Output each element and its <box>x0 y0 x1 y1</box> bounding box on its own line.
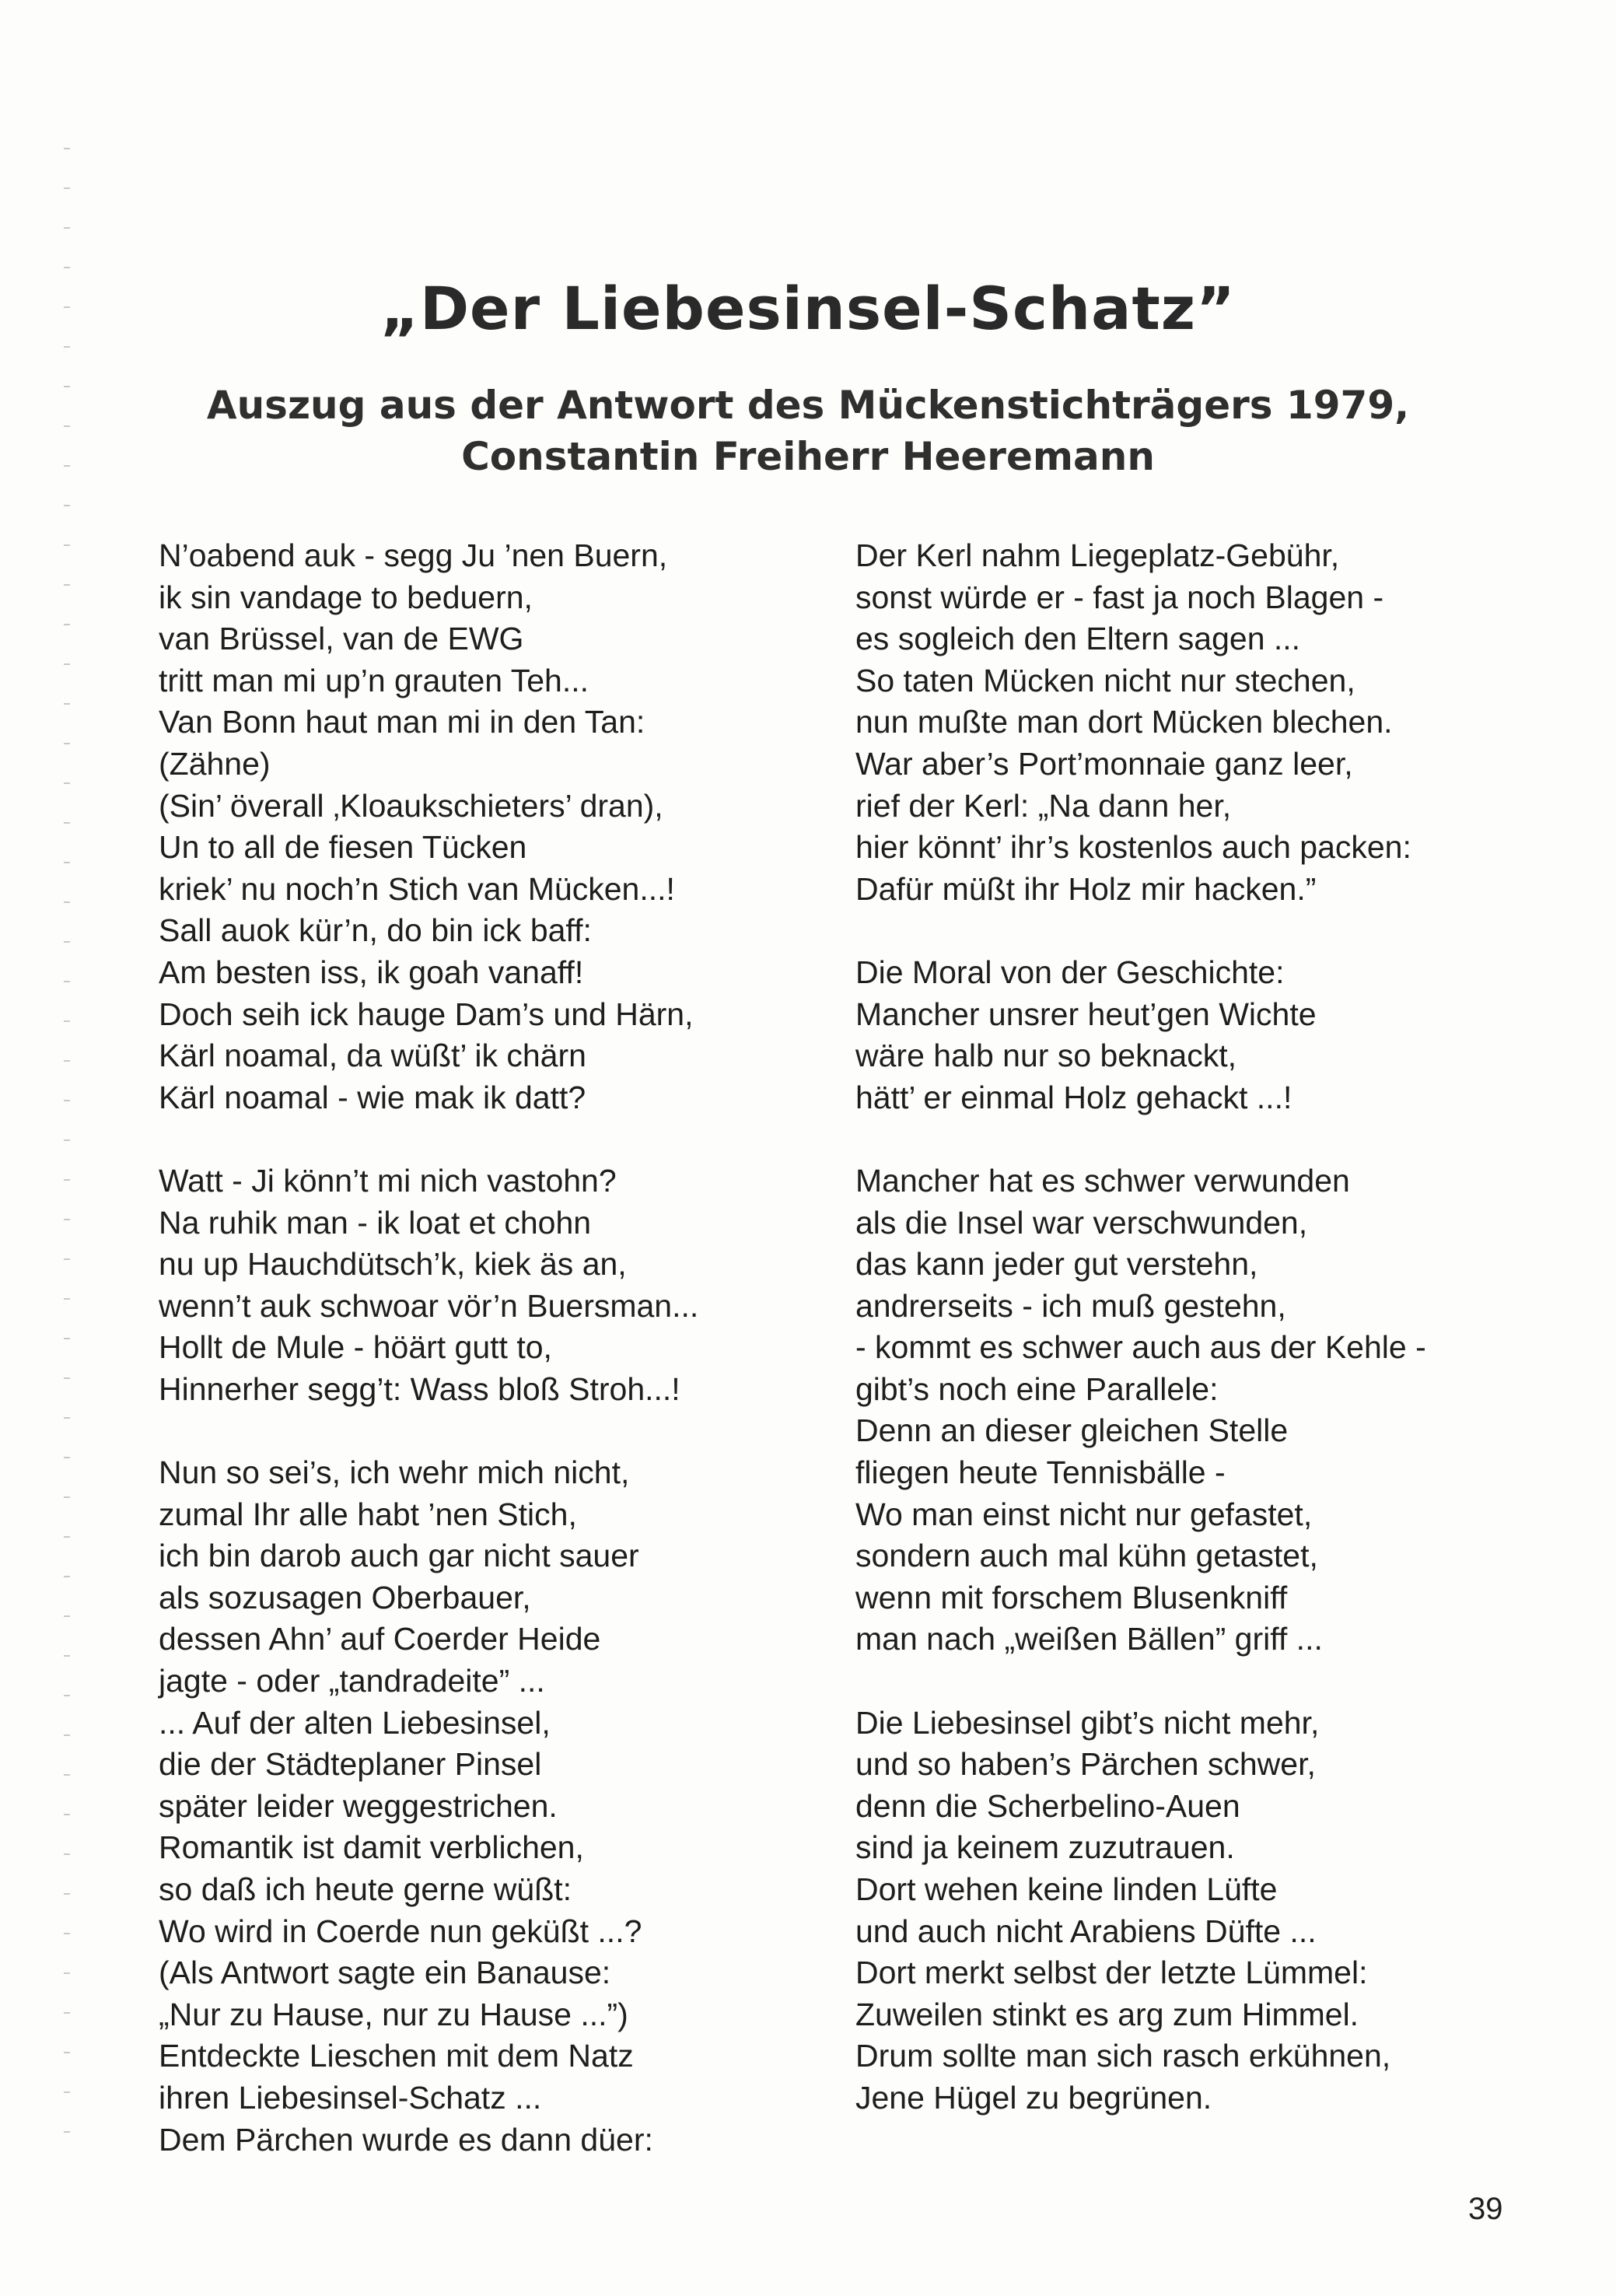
poem-line: wäre halb nur so beknackt, <box>855 1038 1236 1074</box>
poem-line: Watt - Ji könn’t mi nich vastohn? <box>159 1162 617 1199</box>
poem-line: gibt’s noch eine Parallele: <box>855 1370 1219 1407</box>
poem-line: denn die Scherbelino-Auen <box>855 1787 1240 1824</box>
poem-line: Hollt de Mule - höärt gutt to, <box>159 1329 552 1366</box>
poem-line: Dort merkt selbst der letzte Lümmel: <box>855 1955 1368 1991</box>
poem-line: sondern auch mal kühn getastet, <box>855 1538 1318 1574</box>
poem-line: van Brüssel, van de EWG <box>159 621 524 657</box>
poem-line: Doch seih ick hauge Dam’s und Härn, <box>159 996 694 1032</box>
poem-line: Denn an dieser gleichen Stelle <box>855 1412 1289 1449</box>
poem-line: zumal Ihr alle habt ’nen Stich, <box>159 1496 577 1532</box>
poem-line: Der Kerl nahm Liegeplatz-Gebühr, <box>855 537 1340 573</box>
stanza-break <box>855 1661 1540 1703</box>
subtitle-line: Auszug aus der Antwort des Mückenstichträgers 1979, <box>206 383 1410 428</box>
poem-line: fliegen heute Tennisbälle - <box>855 1454 1226 1491</box>
poem-line: man nach „weißen Bällen” griff ... <box>855 1621 1323 1657</box>
poem-line: ... Auf der alten Liebesinsel, <box>159 1704 551 1741</box>
poem-line: Nun so sei’s, ich wehr mich nicht, <box>159 1454 630 1491</box>
poem-line: Die Moral von der Geschichte: <box>855 954 1285 990</box>
poem-line: Na ruhik man - ik loat et chohn <box>159 1204 592 1241</box>
poem-line: Dort wehen keine linden Lüfte <box>855 1871 1278 1907</box>
poem-line: rief der Kerl: „Na dann her, <box>855 787 1232 824</box>
poem-line: Zuweilen stinkt es arg zum Himmel. <box>855 1996 1359 2032</box>
poem-line: sind ja keinem zuzutrauen. <box>855 1829 1235 1866</box>
poem-line: Romantik ist damit verblichen, <box>159 1829 584 1866</box>
poem-line: und auch nicht Arabiens Düfte ... <box>855 1913 1317 1949</box>
poem-line: sonst würde er - fast ja noch Blagen - <box>855 579 1384 615</box>
poem-line: „Nur zu Hause, nur zu Hause ...”) <box>159 1996 628 2032</box>
stanza-break <box>855 1118 1540 1160</box>
poem-line: kriek’ nu noch’n Stich van Mücken...! <box>159 870 675 907</box>
poem-line: - kommt es schwer auch aus der Kehle - <box>855 1329 1426 1366</box>
poem-line: (Zähne) <box>159 745 271 782</box>
poem-line: Un to all de fiesen Tücken <box>159 829 527 866</box>
poem-line: Am besten iss, ik goah vanaff! <box>159 954 584 990</box>
page-number: 39 <box>1468 2192 1503 2226</box>
stanza-break <box>855 910 1540 952</box>
poem-line: als sozusagen Oberbauer, <box>159 1579 531 1615</box>
poem-line: andrerseits - ich muß gestehn, <box>855 1287 1286 1324</box>
poem-line: nun mußte man dort Mücken blechen. <box>855 704 1393 740</box>
poem-line: War aber’s Port’monnaie ganz leer, <box>855 745 1353 782</box>
margin-ticks <box>64 148 72 2171</box>
poem-line: (Als Antwort sagte ein Banause: <box>159 1955 611 1991</box>
poem-line: Kärl noamal - wie mak ik datt? <box>159 1079 586 1115</box>
stanza-break <box>159 1118 843 1160</box>
poem-line: Wo man einst nicht nur gefastet, <box>855 1496 1313 1532</box>
poem-line: Jene Hügel zu begrünen. <box>855 2079 1212 2116</box>
page-title: „Der Liebesinsel-Schatz” <box>380 274 1236 343</box>
poem-line: N’oabend auk - segg Ju ’nen Buern, <box>159 537 668 573</box>
poem-line: später leider weggestrichen. <box>159 1787 558 1824</box>
poem-line: wenn’t auk schwoar vör’n Buersman... <box>159 1287 699 1324</box>
poem-line: das kann jeder gut verstehn, <box>855 1246 1258 1283</box>
subtitle-line: Constantin Freiherr Heeremann <box>461 434 1155 479</box>
poem-line: Dafür müßt ihr Holz mir hacken.” <box>855 870 1317 907</box>
poem-line: Die Liebesinsel gibt’s nicht mehr, <box>855 1704 1320 1741</box>
poem-line: tritt man mi up’n grauten Teh... <box>159 662 589 698</box>
poem-line: dessen Ahn’ auf Coerder Heide <box>159 1621 601 1657</box>
subtitle <box>117 380 1499 482</box>
poem-line: Van Bonn haut man mi in den Tan: <box>159 704 645 740</box>
poem-line: So taten Mücken nicht nur stechen, <box>855 662 1355 698</box>
poem-line: Wo wird in Coerde nun geküßt ...? <box>159 1913 642 1949</box>
poem-line: ik sin vandage to beduern, <box>159 579 533 615</box>
poem-line: Dem Pärchen wurde es dann düer: <box>159 2121 653 2158</box>
poem-line: Mancher unsrer heut’gen Wichte <box>855 996 1317 1032</box>
poem-line: nu up Hauchdütsch’k, kiek äs an, <box>159 1246 627 1283</box>
poem-line: Entdeckte Lieschen mit dem Natz <box>159 2038 634 2074</box>
poem-line: es sogleich den Eltern sagen ... <box>855 621 1301 657</box>
poem-line: wenn mit forschem Blusenkniff <box>855 1579 1288 1615</box>
poem-column-right <box>855 535 1540 2119</box>
poem-line: Hinnerher segg’t: Wass bloß Stroh...! <box>159 1370 680 1407</box>
poem-line: ich bin darob auch gar nicht sauer <box>159 1538 639 1574</box>
poem-line: Drum sollte man sich rasch erkühnen, <box>855 2038 1391 2074</box>
poem-line: hier könnt’ ihr’s kostenlos auch packen: <box>855 829 1411 866</box>
poem-line: Kärl noamal, da wüßt’ ik chärn <box>159 1038 586 1074</box>
poem-line: die der Städteplaner Pinsel <box>159 1746 542 1783</box>
stanza-break <box>159 1410 843 1452</box>
poem-line: als die Insel war verschwunden, <box>855 1204 1308 1241</box>
poem-line: ihren Liebesinsel-Schatz ... <box>159 2079 542 2116</box>
poem-line: Mancher hat es schwer verwunden <box>855 1162 1350 1199</box>
poem-line: (Sin’ överall ‚Kloaukschieters’ dran), <box>159 787 663 824</box>
poem-line: und so haben’s Pärchen schwer, <box>855 1746 1316 1783</box>
poem-column-left <box>159 535 843 2161</box>
poem-line: jagte - oder „tandradeite” ... <box>159 1663 545 1699</box>
poem-line: Sall auok kür’n, do bin ick baff: <box>159 912 592 949</box>
poem-line: so daß ich heute gerne wüßt: <box>159 1871 572 1907</box>
poem-line: hätt’ er einmal Holz gehackt ...! <box>855 1079 1292 1115</box>
